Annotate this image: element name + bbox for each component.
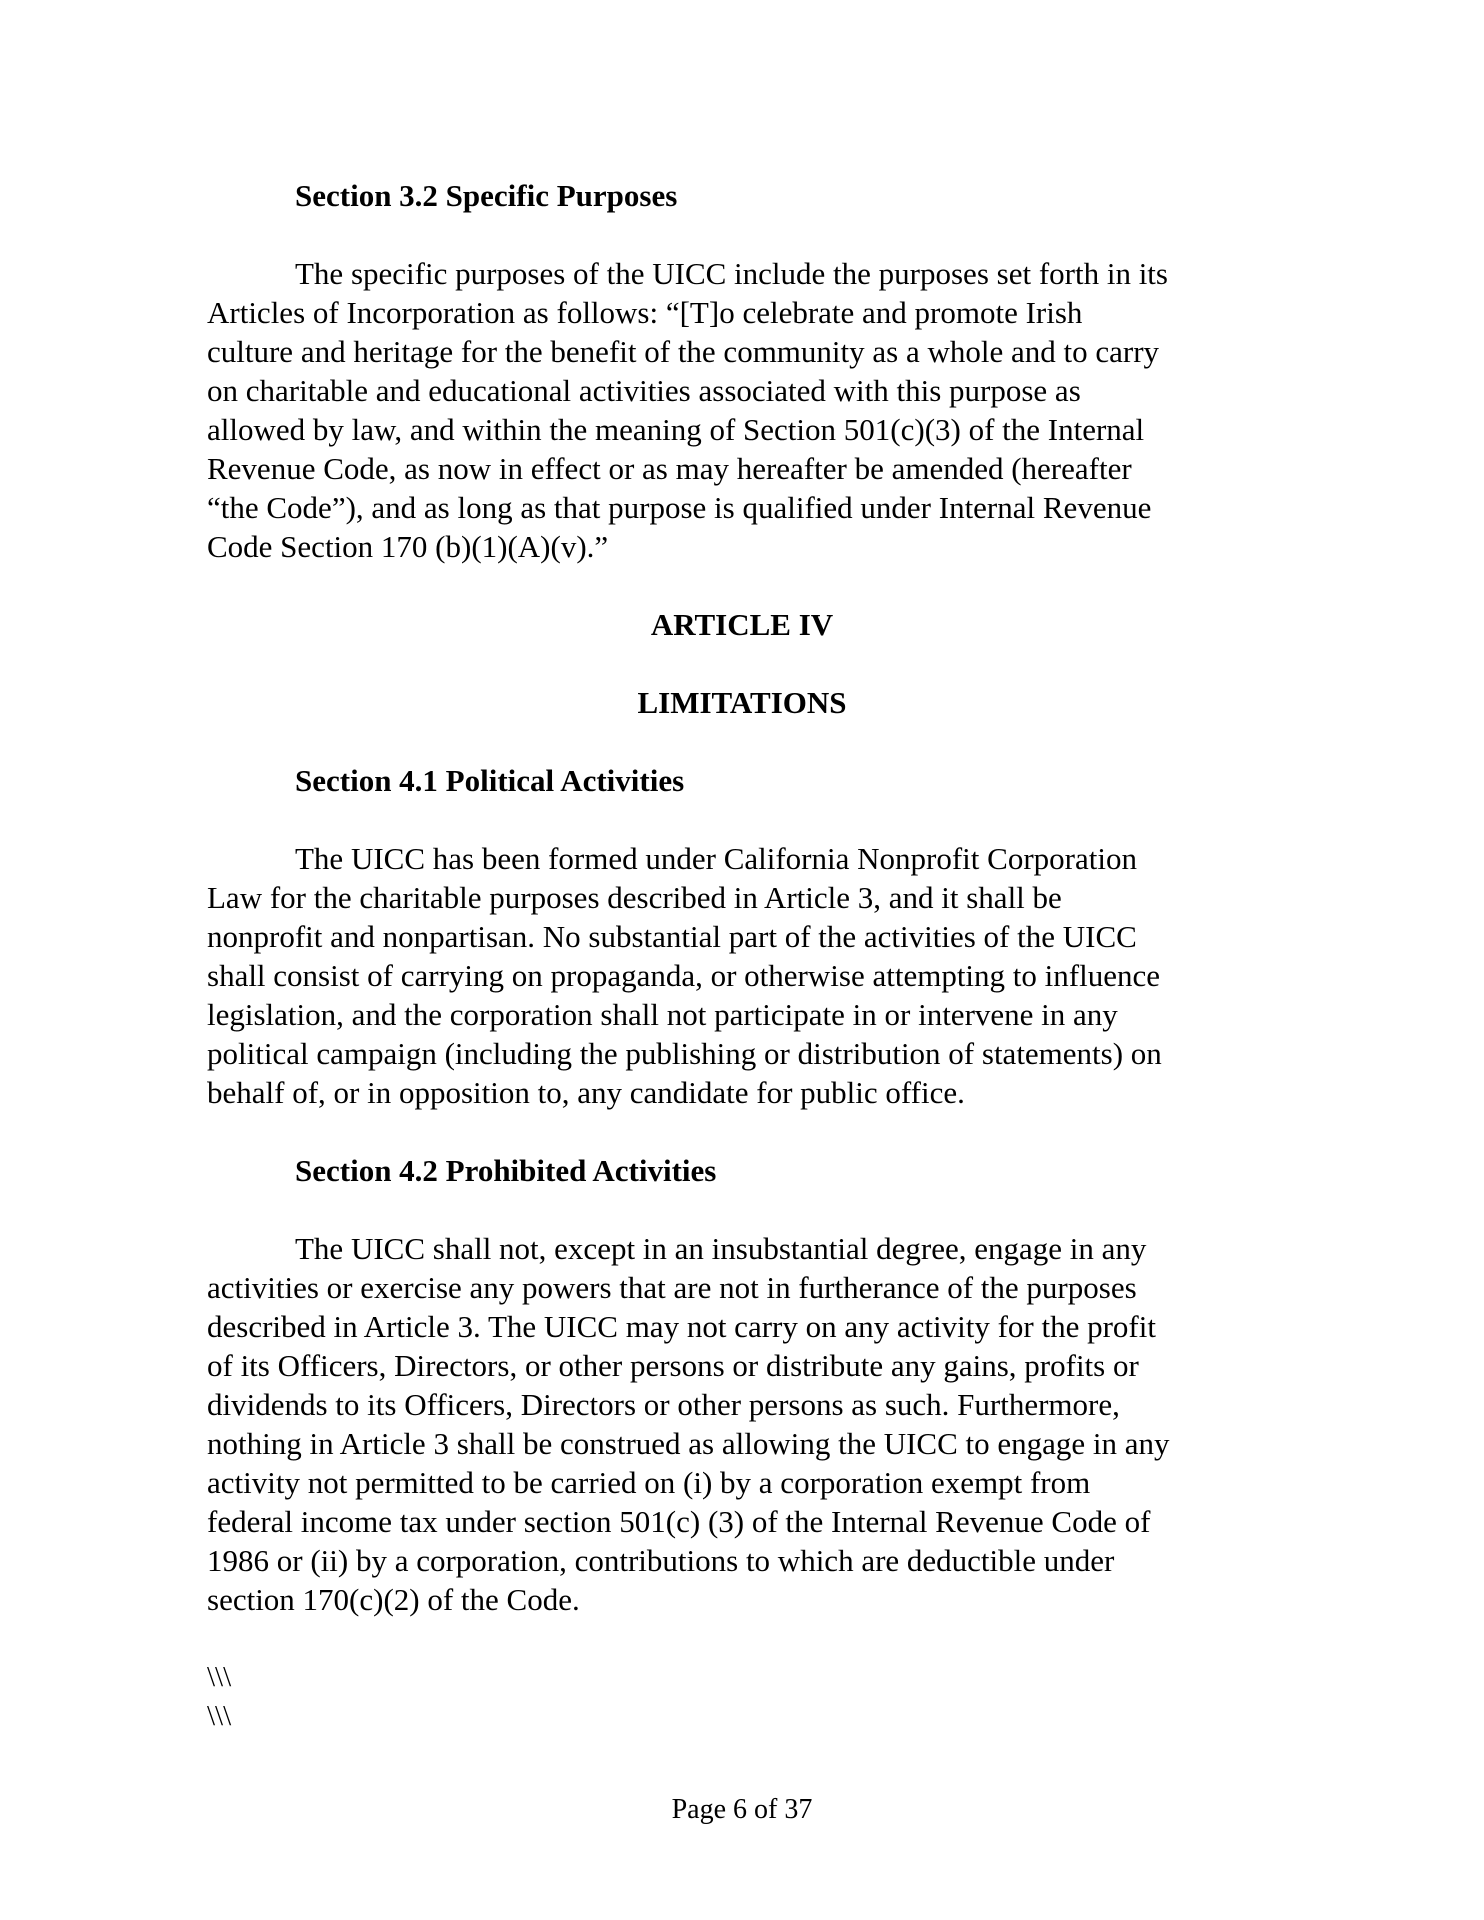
section-4-2-line: federal income tax under section 501(c) (3) of the Internal Revenue Code of: [207, 1504, 1151, 1539]
section-4-1-heading: Section 4.1 Political Activities: [295, 763, 685, 798]
section-3-2-line: Revenue Code, as now in effect or as may hereafter be amended (hereafter: [207, 451, 1132, 486]
section-3-2-line: culture and heritage for the benefit of the community as a whole and to carry: [207, 334, 1160, 369]
article-number: ARTICLE IV: [650, 607, 834, 642]
section-4-2-line: dividends to its Officers, Directors or other persons as such. Furthermore,: [207, 1387, 1120, 1422]
section-4-1-line: The UICC has been formed under California Nonprofit Corporation: [295, 841, 1137, 876]
section-4-1-line: behalf of, or in opposition to, any candidate for public office.: [207, 1075, 965, 1110]
section-4-1-line: nonprofit and nonpartisan. No substantial part of the activities of the UICC: [207, 919, 1137, 954]
page-number: Page 6 of 37: [671, 1794, 813, 1825]
continuation-mark: \\\: [207, 1661, 232, 1693]
article-title: LIMITATIONS: [637, 685, 847, 720]
section-3-2-line: Articles of Incorporation as follows: “[T]o celebrate and promote Irish: [207, 295, 1083, 330]
section-4-2-line: section 170(c)(2) of the Code.: [207, 1582, 580, 1617]
section-4-2-line: described in Article 3. The UICC may not carry on any activity for the profit: [207, 1309, 1156, 1344]
section-3-2-line: allowed by law, and within the meaning of Section 501(c)(3) of the Internal: [207, 412, 1145, 447]
section-3-2-line: Code Section 170 (b)(1)(A)(v).”: [207, 529, 609, 564]
section-4-2-line: nothing in Article 3 shall be construed as allowing the UICC to engage in any: [207, 1426, 1170, 1461]
section-3-2-line: “the Code”), and as long as that purpose is qualified under Internal Revenue: [207, 490, 1152, 525]
section-4-2-line: The UICC shall not, except in an insubstantial degree, engage in any: [295, 1231, 1147, 1266]
section-3-2-line: on charitable and educational activities associated with this purpose as: [207, 373, 1081, 408]
section-4-2-heading: Section 4.2 Prohibited Activities: [295, 1153, 717, 1188]
section-4-1-line: legislation, and the corporation shall not participate in or intervene in any: [207, 997, 1118, 1032]
section-3-2-line: The specific purposes of the UICC include the purposes set forth in its: [295, 256, 1168, 291]
section-4-2-line: activities or exercise any powers that are not in furtherance of the purposes: [207, 1270, 1137, 1305]
section-4-2-line: 1986 or (ii) by a corporation, contributions to which are deductible under: [207, 1543, 1115, 1578]
section-4-1-line: Law for the charitable purposes described in Article 3, and it shall be: [207, 880, 1062, 915]
section-4-2-line: of its Officers, Directors, or other persons or distribute any gains, profits or: [207, 1348, 1139, 1383]
continuation-mark: \\\: [207, 1700, 232, 1732]
section-3-2-heading: Section 3.2 Specific Purposes: [295, 178, 678, 213]
section-4-2-line: activity not permitted to be carried on (i) by a corporation exempt from: [207, 1465, 1091, 1500]
section-4-1-line: political campaign (including the publishing or distribution of statements) on: [207, 1036, 1162, 1071]
section-4-1-line: shall consist of carrying on propaganda, or otherwise attempting to influence: [207, 958, 1160, 993]
